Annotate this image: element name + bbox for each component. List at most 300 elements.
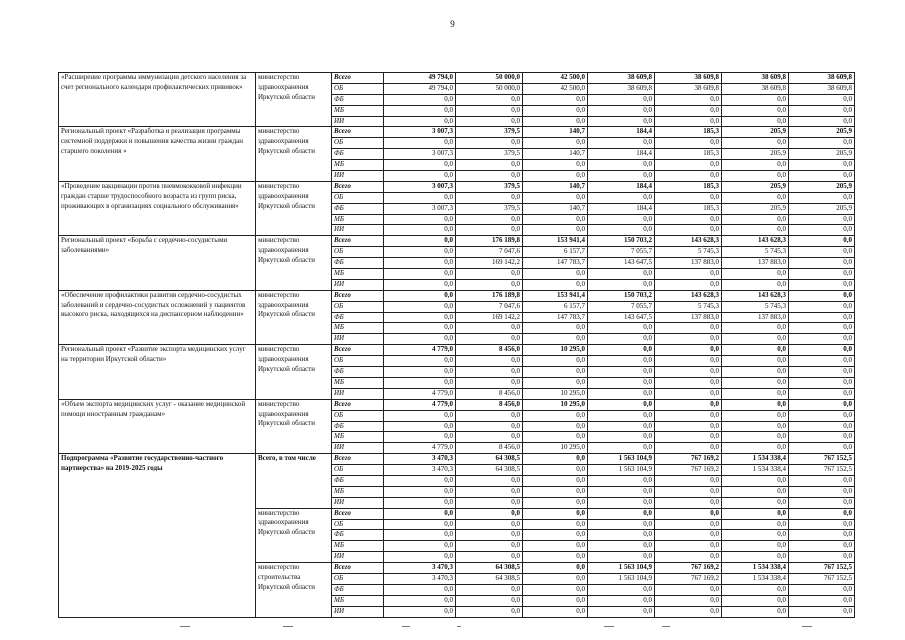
amount-cell: 0,0 bbox=[588, 475, 655, 486]
amount-cell: 0,0 bbox=[384, 486, 456, 497]
amount-cell: 0,0 bbox=[523, 105, 588, 116]
executor-cell: министерство здравоохранения Иркутской области bbox=[256, 236, 332, 290]
amount-cell: 0,0 bbox=[789, 519, 855, 530]
executor-cell: министерство здравоохранения Иркутской области bbox=[256, 73, 332, 127]
funding-source-cell: МБ bbox=[332, 214, 384, 225]
amount-cell: 0,0 bbox=[789, 530, 855, 541]
amount-cell: 0,0 bbox=[523, 475, 588, 486]
amount-cell: 767 152,5 bbox=[789, 563, 855, 574]
amount-cell: 0,0 bbox=[722, 214, 789, 225]
amount-cell: 0,0 bbox=[384, 258, 456, 269]
amount-cell: 0,0 bbox=[655, 214, 722, 225]
amount-cell: 0,0 bbox=[655, 279, 722, 290]
amount-cell: 8 456,0 bbox=[456, 388, 523, 399]
funding-source-cell: ИИ bbox=[332, 171, 384, 182]
amount-cell: 0,0 bbox=[588, 584, 655, 595]
amount-cell: 0,0 bbox=[523, 454, 588, 465]
funding-source-cell: Всего bbox=[332, 73, 384, 84]
amount-cell: 0,0 bbox=[384, 377, 456, 388]
amount-cell: 0,0 bbox=[588, 225, 655, 236]
funding-source-cell: Всего bbox=[332, 236, 384, 247]
amount-cell: 205,9 bbox=[789, 149, 855, 160]
amount-cell: 0,0 bbox=[789, 497, 855, 508]
amount-cell: 143 647,5 bbox=[588, 312, 655, 323]
amount-cell: 0,0 bbox=[456, 334, 523, 345]
amount-cell: 0,0 bbox=[523, 138, 588, 149]
funding-source-cell: ИИ bbox=[332, 443, 384, 454]
funding-source-cell: МБ bbox=[332, 269, 384, 280]
amount-cell: 0,0 bbox=[655, 432, 722, 443]
amount-cell: 0,0 bbox=[789, 312, 855, 323]
amount-cell: 0,0 bbox=[789, 225, 855, 236]
amount-cell: 0,0 bbox=[588, 432, 655, 443]
amount-cell: 140,7 bbox=[523, 203, 588, 214]
amount-cell: 0,0 bbox=[588, 377, 655, 388]
amount-cell: 0,0 bbox=[588, 508, 655, 519]
amount-cell: 0,0 bbox=[384, 290, 456, 301]
amount-cell: 0,0 bbox=[789, 584, 855, 595]
amount-cell: 140,7 bbox=[523, 181, 588, 192]
amount-cell: 143 628,3 bbox=[655, 290, 722, 301]
amount-cell: 0,0 bbox=[456, 105, 523, 116]
amount-cell: 0,0 bbox=[789, 269, 855, 280]
amount-cell: 0,0 bbox=[384, 530, 456, 541]
amount-cell: 0,0 bbox=[384, 367, 456, 378]
funding-source-cell: ИИ bbox=[332, 334, 384, 345]
program-name-cell: «Объем экспорта медицинских услуг - оказание медицинской помощи иностранным гражданам» bbox=[59, 399, 256, 453]
amount-cell: 0,0 bbox=[655, 171, 722, 182]
amount-cell: 0,0 bbox=[655, 584, 722, 595]
amount-cell: 0,0 bbox=[655, 530, 722, 541]
amount-cell: 767 169,2 bbox=[655, 573, 722, 584]
amount-cell: 0,0 bbox=[655, 94, 722, 105]
funding-source-cell: Всего bbox=[332, 399, 384, 410]
amount-cell: 0,0 bbox=[523, 356, 588, 367]
funding-source-cell: ФБ bbox=[332, 367, 384, 378]
amount-cell: 7 047,6 bbox=[456, 247, 523, 258]
amount-cell: 0,0 bbox=[789, 410, 855, 421]
amount-cell: 0,0 bbox=[789, 486, 855, 497]
amount-cell: 0,0 bbox=[722, 519, 789, 530]
amount-cell: 185,3 bbox=[655, 203, 722, 214]
amount-cell: 0,0 bbox=[655, 541, 722, 552]
amount-cell: 0,0 bbox=[523, 432, 588, 443]
amount-cell: 0,0 bbox=[789, 323, 855, 334]
amount-cell: 0,0 bbox=[789, 247, 855, 258]
funding-source-cell: МБ bbox=[332, 541, 384, 552]
amount-cell: 0,0 bbox=[789, 443, 855, 454]
budget-table bbox=[58, 72, 855, 618]
amount-cell: 0,0 bbox=[789, 138, 855, 149]
amount-cell: 6 157,7 bbox=[523, 301, 588, 312]
amount-cell: 0,0 bbox=[523, 573, 588, 584]
amount-cell: 0,0 bbox=[456, 475, 523, 486]
executor-cell: министерство здравоохранения Иркутской области bbox=[256, 181, 332, 235]
amount-cell: 0,0 bbox=[789, 367, 855, 378]
amount-cell: 0,0 bbox=[655, 519, 722, 530]
amount-cell: 0,0 bbox=[588, 94, 655, 105]
amount-cell: 1 563 104,9 bbox=[588, 465, 655, 476]
amount-cell: 0,0 bbox=[722, 345, 789, 356]
amount-cell: 0,0 bbox=[384, 584, 456, 595]
amount-cell: 0,0 bbox=[384, 214, 456, 225]
amount-cell: 0,0 bbox=[456, 116, 523, 127]
amount-cell: 0,0 bbox=[523, 541, 588, 552]
amount-cell: 0,0 bbox=[789, 160, 855, 171]
amount-cell: 0,0 bbox=[722, 367, 789, 378]
amount-cell: 0,0 bbox=[722, 388, 789, 399]
amount-cell: 0,0 bbox=[655, 345, 722, 356]
amount-cell: 10 295,0 bbox=[523, 388, 588, 399]
program-name-cell: Региональный проект «Развитие экспорта медицинских услуг на территории Иркутской области» bbox=[59, 345, 256, 399]
amount-cell: 0,0 bbox=[588, 595, 655, 606]
funding-source-cell: ФБ bbox=[332, 312, 384, 323]
amount-cell: 3 007,3 bbox=[384, 127, 456, 138]
amount-cell: 0,0 bbox=[789, 399, 855, 410]
amount-cell: 0,0 bbox=[456, 171, 523, 182]
amount-cell: 0,0 bbox=[789, 595, 855, 606]
amount-cell: 143 628,3 bbox=[655, 236, 722, 247]
amount-cell: 38 609,8 bbox=[722, 83, 789, 94]
amount-cell: 205,9 bbox=[722, 203, 789, 214]
amount-cell: 0,0 bbox=[384, 269, 456, 280]
amount-cell: 0,0 bbox=[722, 269, 789, 280]
amount-cell: 64 308,5 bbox=[456, 573, 523, 584]
amount-cell: 169 142,2 bbox=[456, 258, 523, 269]
funding-source-cell: ФБ bbox=[332, 475, 384, 486]
executor-cell: министерство здравоохранения Иркутской области bbox=[256, 508, 332, 562]
amount-cell: 0,0 bbox=[523, 269, 588, 280]
amount-cell: 38 609,8 bbox=[789, 73, 855, 84]
amount-cell: 1 534 338,4 bbox=[722, 573, 789, 584]
amount-cell: 143 628,3 bbox=[722, 290, 789, 301]
amount-cell: 0,0 bbox=[655, 269, 722, 280]
amount-cell: 147 783,7 bbox=[523, 258, 588, 269]
amount-cell: 64 308,5 bbox=[456, 454, 523, 465]
amount-cell: 42 500,0 bbox=[523, 73, 588, 84]
amount-cell: 0,0 bbox=[588, 410, 655, 421]
amount-cell: 3 470,3 bbox=[384, 465, 456, 476]
amount-cell: 0,0 bbox=[722, 410, 789, 421]
amount-cell: 0,0 bbox=[523, 323, 588, 334]
amount-cell: 0,0 bbox=[722, 443, 789, 454]
amount-cell: 0,0 bbox=[523, 486, 588, 497]
amount-cell: 0,0 bbox=[523, 192, 588, 203]
amount-cell: 0,0 bbox=[789, 116, 855, 127]
amount-cell: 1 534 338,4 bbox=[722, 563, 789, 574]
funding-source-cell: ОБ bbox=[332, 573, 384, 584]
amount-cell: 0,0 bbox=[384, 279, 456, 290]
amount-cell: 0,0 bbox=[655, 399, 722, 410]
amount-cell: 0,0 bbox=[588, 345, 655, 356]
amount-cell: 143 628,3 bbox=[722, 236, 789, 247]
amount-cell: 0,0 bbox=[789, 432, 855, 443]
amount-cell: 38 609,8 bbox=[789, 83, 855, 94]
amount-cell: 0,0 bbox=[456, 595, 523, 606]
amount-cell: 0,0 bbox=[789, 334, 855, 345]
amount-cell: 0,0 bbox=[789, 356, 855, 367]
amount-cell: 0,0 bbox=[655, 160, 722, 171]
amount-cell: 38 609,8 bbox=[588, 73, 655, 84]
funding-source-cell: Всего bbox=[332, 345, 384, 356]
amount-cell: 0,0 bbox=[588, 367, 655, 378]
amount-cell: 0,0 bbox=[655, 367, 722, 378]
executor-cell: министерство строительства Иркутской области bbox=[256, 563, 332, 617]
amount-cell: 0,0 bbox=[456, 225, 523, 236]
amount-cell: 5 745,3 bbox=[655, 247, 722, 258]
table-row bbox=[59, 236, 855, 247]
amount-cell: 767 169,2 bbox=[655, 563, 722, 574]
amount-cell: 0,0 bbox=[384, 334, 456, 345]
amount-cell: 0,0 bbox=[384, 225, 456, 236]
funding-source-cell: МБ bbox=[332, 160, 384, 171]
amount-cell: 767 152,5 bbox=[789, 573, 855, 584]
amount-cell: 205,9 bbox=[789, 181, 855, 192]
amount-cell: 7 047,6 bbox=[456, 301, 523, 312]
amount-cell: 0,0 bbox=[456, 138, 523, 149]
amount-cell: 0,0 bbox=[384, 606, 456, 617]
amount-cell: 38 609,8 bbox=[722, 73, 789, 84]
amount-cell: 4 779,0 bbox=[384, 443, 456, 454]
amount-cell: 0,0 bbox=[384, 552, 456, 563]
amount-cell: 0,0 bbox=[789, 421, 855, 432]
table-row bbox=[59, 345, 855, 356]
amount-cell: 0,0 bbox=[384, 356, 456, 367]
amount-cell: 0,0 bbox=[523, 214, 588, 225]
amount-cell: 0,0 bbox=[523, 421, 588, 432]
amount-cell: 0,0 bbox=[789, 475, 855, 486]
amount-cell: 0,0 bbox=[523, 171, 588, 182]
amount-cell: 0,0 bbox=[384, 192, 456, 203]
amount-cell: 0,0 bbox=[722, 160, 789, 171]
funding-source-cell: МБ bbox=[332, 595, 384, 606]
amount-cell: 0,0 bbox=[384, 236, 456, 247]
amount-cell: 0,0 bbox=[789, 105, 855, 116]
executor-cell: министерство здравоохранения Иркутской области bbox=[256, 345, 332, 399]
amount-cell: 0,0 bbox=[384, 497, 456, 508]
amount-cell: 0,0 bbox=[588, 171, 655, 182]
amount-cell: 205,9 bbox=[722, 149, 789, 160]
amount-cell: 0,0 bbox=[384, 541, 456, 552]
amount-cell: 0,0 bbox=[588, 497, 655, 508]
amount-cell: 0,0 bbox=[722, 171, 789, 182]
amount-cell: 0,0 bbox=[655, 138, 722, 149]
amount-cell: 0,0 bbox=[523, 94, 588, 105]
amount-cell: 0,0 bbox=[456, 356, 523, 367]
executor-cell: министерство здравоохранения Иркутской области bbox=[256, 399, 332, 453]
amount-cell: 0,0 bbox=[588, 160, 655, 171]
amount-cell: 7 055,7 bbox=[588, 247, 655, 258]
amount-cell: 0,0 bbox=[456, 214, 523, 225]
amount-cell: 137 883,0 bbox=[655, 312, 722, 323]
amount-cell: 0,0 bbox=[588, 519, 655, 530]
amount-cell: 0,0 bbox=[384, 160, 456, 171]
amount-cell: 0,0 bbox=[722, 486, 789, 497]
amount-cell: 1 563 104,9 bbox=[588, 563, 655, 574]
funding-source-cell: Всего bbox=[332, 127, 384, 138]
amount-cell: 49 794,0 bbox=[384, 83, 456, 94]
table-row bbox=[59, 290, 855, 301]
funding-source-cell: МБ bbox=[332, 377, 384, 388]
amount-cell: 0,0 bbox=[384, 94, 456, 105]
amount-cell: 0,0 bbox=[523, 225, 588, 236]
amount-cell: 0,0 bbox=[722, 432, 789, 443]
amount-cell: 0,0 bbox=[523, 508, 588, 519]
amount-cell: 8 456,0 bbox=[456, 399, 523, 410]
funding-source-cell: ОБ bbox=[332, 138, 384, 149]
amount-cell: 379,5 bbox=[456, 127, 523, 138]
amount-cell: 205,9 bbox=[789, 203, 855, 214]
amount-cell: 0,0 bbox=[655, 116, 722, 127]
amount-cell: 0,0 bbox=[722, 475, 789, 486]
funding-source-cell: ИИ bbox=[332, 388, 384, 399]
amount-cell: 0,0 bbox=[456, 410, 523, 421]
amount-cell: 140,7 bbox=[523, 149, 588, 160]
funding-source-cell: МБ bbox=[332, 432, 384, 443]
program-name-cell: Региональный проект «Разработка и реализация программы системной поддержки и повышения качества жизни граждан старшего поколения » bbox=[59, 127, 256, 181]
amount-cell: 184,4 bbox=[588, 149, 655, 160]
amount-cell: 0,0 bbox=[384, 432, 456, 443]
amount-cell: 38 609,8 bbox=[655, 83, 722, 94]
amount-cell: 0,0 bbox=[456, 421, 523, 432]
funding-source-cell: ФБ bbox=[332, 94, 384, 105]
amount-cell: 0,0 bbox=[523, 584, 588, 595]
amount-cell: 767 169,2 bbox=[655, 454, 722, 465]
amount-cell: 150 703,2 bbox=[588, 236, 655, 247]
amount-cell: 1 563 104,9 bbox=[588, 454, 655, 465]
amount-cell: 0,0 bbox=[722, 377, 789, 388]
amount-cell: 42 500,0 bbox=[523, 83, 588, 94]
amount-cell: 185,3 bbox=[655, 127, 722, 138]
amount-cell: 0,0 bbox=[523, 465, 588, 476]
amount-cell: 0,0 bbox=[655, 105, 722, 116]
amount-cell: 0,0 bbox=[523, 116, 588, 127]
amount-cell: 0,0 bbox=[456, 508, 523, 519]
amount-cell: 3 007,3 bbox=[384, 181, 456, 192]
amount-cell: 0,0 bbox=[588, 192, 655, 203]
amount-cell: 0,0 bbox=[523, 595, 588, 606]
amount-cell: 6 157,7 bbox=[523, 247, 588, 258]
amount-cell: 0,0 bbox=[456, 94, 523, 105]
amount-cell: 169 142,2 bbox=[456, 312, 523, 323]
funding-source-cell: Всего bbox=[332, 508, 384, 519]
amount-cell: 0,0 bbox=[456, 552, 523, 563]
funding-source-cell: ФБ bbox=[332, 203, 384, 214]
amount-cell: 0,0 bbox=[456, 367, 523, 378]
amount-cell: 153 941,4 bbox=[523, 290, 588, 301]
table-row bbox=[59, 127, 855, 138]
amount-cell: 0,0 bbox=[588, 486, 655, 497]
amount-cell: 0,0 bbox=[588, 421, 655, 432]
amount-cell: 0,0 bbox=[655, 356, 722, 367]
amount-cell: 0,0 bbox=[655, 486, 722, 497]
amount-cell: 4 779,0 bbox=[384, 399, 456, 410]
amount-cell: 0,0 bbox=[588, 334, 655, 345]
amount-cell: 0,0 bbox=[722, 606, 789, 617]
amount-cell: 0,0 bbox=[789, 171, 855, 182]
amount-cell: 0,0 bbox=[722, 279, 789, 290]
funding-source-cell: ИИ bbox=[332, 225, 384, 236]
amount-cell: 0,0 bbox=[456, 192, 523, 203]
amount-cell: 0,0 bbox=[789, 258, 855, 269]
amount-cell: 379,5 bbox=[456, 181, 523, 192]
amount-cell: 0,0 bbox=[523, 497, 588, 508]
funding-source-cell: ОБ bbox=[332, 410, 384, 421]
amount-cell: 0,0 bbox=[384, 301, 456, 312]
amount-cell: 767 152,5 bbox=[789, 465, 855, 476]
amount-cell: 0,0 bbox=[456, 269, 523, 280]
amount-cell: 0,0 bbox=[722, 552, 789, 563]
amount-cell: 379,5 bbox=[456, 149, 523, 160]
amount-cell: 0,0 bbox=[722, 334, 789, 345]
amount-cell: 0,0 bbox=[722, 541, 789, 552]
amount-cell: 0,0 bbox=[588, 323, 655, 334]
amount-cell: 0,0 bbox=[456, 497, 523, 508]
amount-cell: 0,0 bbox=[456, 279, 523, 290]
table-row bbox=[59, 181, 855, 192]
amount-cell: 0,0 bbox=[523, 410, 588, 421]
amount-cell: 0,0 bbox=[456, 323, 523, 334]
amount-cell: 7 055,7 bbox=[588, 301, 655, 312]
executor-cell: министерство здравоохранения Иркутской области bbox=[256, 290, 332, 344]
amount-cell: 176 189,8 bbox=[456, 236, 523, 247]
amount-cell: 1 534 338,4 bbox=[722, 465, 789, 476]
amount-cell: 184,4 bbox=[588, 181, 655, 192]
amount-cell: 0,0 bbox=[655, 225, 722, 236]
program-name-cell: Региональный проект «Борьба с сердечно-сосудистыми заболеваниями» bbox=[59, 236, 256, 290]
funding-source-cell: ФБ bbox=[332, 258, 384, 269]
amount-cell: 0,0 bbox=[384, 595, 456, 606]
executor-cell: министерство здравоохранения Иркутской области bbox=[256, 127, 332, 181]
page-bottom-edge-marks bbox=[0, 626, 905, 636]
amount-cell: 184,4 bbox=[588, 203, 655, 214]
amount-cell: 0,0 bbox=[655, 443, 722, 454]
amount-cell: 0,0 bbox=[722, 595, 789, 606]
amount-cell: 0,0 bbox=[588, 541, 655, 552]
funding-source-cell: ИИ bbox=[332, 552, 384, 563]
funding-source-cell: ИИ bbox=[332, 606, 384, 617]
funding-source-cell: ОБ bbox=[332, 192, 384, 203]
amount-cell: 143 647,5 bbox=[588, 258, 655, 269]
amount-cell: 205,9 bbox=[722, 181, 789, 192]
amount-cell: 205,9 bbox=[722, 127, 789, 138]
amount-cell: 0,0 bbox=[588, 606, 655, 617]
amount-cell: 8 456,0 bbox=[456, 345, 523, 356]
amount-cell: 49 794,0 bbox=[384, 73, 456, 84]
amount-cell: 8 456,0 bbox=[456, 443, 523, 454]
funding-source-cell: Всего bbox=[332, 181, 384, 192]
table-row bbox=[59, 73, 855, 84]
amount-cell: 0,0 bbox=[456, 432, 523, 443]
amount-cell: 0,0 bbox=[588, 138, 655, 149]
funding-source-cell: ИИ bbox=[332, 116, 384, 127]
amount-cell: 0,0 bbox=[722, 508, 789, 519]
amount-cell: 0,0 bbox=[384, 323, 456, 334]
amount-cell: 0,0 bbox=[722, 105, 789, 116]
amount-cell: 0,0 bbox=[384, 519, 456, 530]
amount-cell: 38 609,8 bbox=[588, 83, 655, 94]
amount-cell: 0,0 bbox=[588, 214, 655, 225]
amount-cell: 0,0 bbox=[722, 530, 789, 541]
funding-source-cell: ОБ bbox=[332, 83, 384, 94]
amount-cell: 176 189,8 bbox=[456, 290, 523, 301]
amount-cell: 50 000,0 bbox=[456, 73, 523, 84]
amount-cell: 0,0 bbox=[384, 138, 456, 149]
executor-cell: Всего, в том числе bbox=[256, 454, 332, 508]
amount-cell: 0,0 bbox=[588, 356, 655, 367]
amount-cell: 0,0 bbox=[523, 334, 588, 345]
funding-source-cell: ОБ bbox=[332, 247, 384, 258]
